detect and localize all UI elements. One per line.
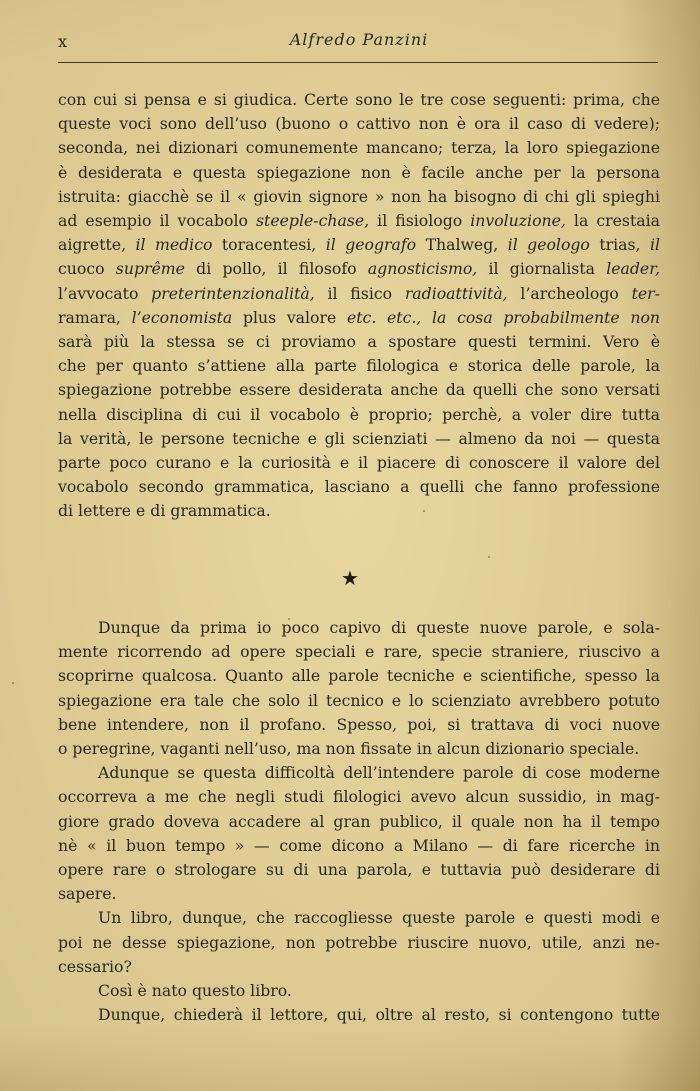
text-run: sapere. (58, 884, 117, 904)
paragraph-dunque (58, 616, 660, 1027)
text-line (58, 185, 660, 209)
paper-speck (488, 556, 490, 558)
text-run: il giornalista (477, 259, 607, 279)
text-run: aigrette, (58, 235, 127, 255)
text-run: cessario? (58, 956, 132, 976)
text-line (58, 354, 660, 378)
text-line (58, 882, 660, 906)
text-run: di pollo, il filosofo (184, 259, 368, 279)
text-run: cuoco (58, 259, 116, 279)
text-run: sarà più la stessa se ci proviamo a spostare questi termini. Vero è (58, 332, 660, 352)
italic-term: agnosticismo, (367, 259, 478, 279)
text-line (58, 475, 660, 499)
text-line (58, 499, 660, 523)
italic-term: preterintenzionalità, (151, 283, 315, 303)
italic-term: l’economista (120, 307, 243, 327)
section-ornament-star: ★ (341, 566, 359, 590)
text-run: mente ricorrendo ad opere speciali e rare, specie straniere, riuscivo a (58, 642, 660, 662)
page-number: x (58, 32, 69, 51)
text-line (58, 906, 660, 930)
italic-term: involuzione, (470, 211, 566, 231)
text-run: ad esempio il vocabolo (58, 211, 256, 231)
text-line (58, 88, 660, 112)
text-run: Thalweg, (425, 235, 499, 255)
paragraph-intro (58, 88, 660, 524)
text-run: che per quanto s’attiene alla parte filologica e storica delle parole, la (58, 356, 660, 376)
text-line (58, 451, 660, 475)
header-rule (58, 62, 658, 63)
text-run: occorreva a me che negli studi filologici avevo alcun sussidio, in mag- (58, 787, 660, 807)
text-line (58, 713, 660, 737)
text-line (58, 979, 660, 1003)
italic-term: steeple-chase, (256, 211, 370, 231)
text-line (58, 427, 660, 451)
text-run: trias, (599, 235, 641, 255)
text-run: toracentesi, (221, 235, 317, 255)
text-run: scoprirne qualcosa. Quanto alle parole tecniche e scientifiche, spesso la (58, 666, 660, 686)
text-run: la verità, le persone tecniche e gli scienziati — almeno da noi — questa (58, 428, 660, 448)
text-line (58, 834, 660, 858)
italic-term: il geografo (316, 235, 426, 255)
text-line (58, 858, 660, 882)
text-line (58, 233, 660, 257)
text-line (58, 737, 660, 761)
text-run: il fisico (314, 283, 405, 303)
text-line (58, 306, 660, 330)
text-run: bene intendere, non il profano. Spesso, poi, si trattava di voci nuove (58, 714, 660, 734)
text-run: vocabolo secondo grammatica, lasciano a quelli che fanno professione (58, 477, 660, 497)
paper-speck (12, 682, 14, 684)
text-line (58, 785, 660, 809)
text-line (58, 616, 660, 640)
text-line (58, 378, 660, 402)
text-run: ramara, (58, 307, 121, 327)
text-line (58, 112, 660, 136)
text-run: l’archeologo (507, 283, 632, 303)
italic-term: etc. etc., la cosa probabilmente non (336, 307, 661, 327)
text-line (58, 209, 660, 233)
text-run: la crestaia (565, 211, 660, 231)
italic-term: leader, (606, 259, 660, 279)
text-run: o peregrine, vaganti nell’uso, ma non fissate in alcun dizionario speciale. (58, 739, 640, 759)
text-line (58, 257, 660, 281)
italic-term: il medico (126, 235, 222, 255)
paper-speck (288, 618, 290, 620)
text-run: Così è nato questo libro. (98, 981, 292, 1001)
italic-term: il (640, 235, 660, 255)
text-run: nella disciplina di cui il vocabolo è proprio; perchè, a voler dire tutta (58, 404, 660, 424)
text-line (58, 689, 660, 713)
text-run: Dunque da prima io poco capivo di queste nuove parole, e sola- (98, 618, 660, 637)
italic-term: ter- (631, 283, 660, 303)
italic-term: il geologo (498, 235, 600, 255)
text-line (58, 330, 660, 354)
text-line (58, 761, 660, 785)
text-run: l’avvocato (58, 283, 152, 303)
running-head-author: Alfredo Panzini (289, 30, 429, 49)
text-run: plus valore (242, 307, 337, 327)
text-line (58, 282, 660, 306)
text-run: Un libro, dunque, che raccogliesse queste parole e questi modi e (98, 908, 660, 928)
paper-speck (423, 510, 425, 512)
text-run: spiegazione era tale che solo il tecnico e lo scienziato avrebbero potuto (58, 690, 660, 710)
text-line (58, 810, 660, 834)
text-run: Dunque, chiederà il lettore, qui, oltre al resto, si contengono tutte (98, 1005, 660, 1025)
text-run: opere rare o strologare su di una parola, e tuttavia può desiderare di (58, 860, 660, 880)
text-run: seconda, nei dizionari comunemente mancano; terza, la loro spiegazione (58, 138, 660, 158)
text-run: istruita: giacchè se il « giovin signore » non ha bisogno di chi gli spieghi (58, 186, 660, 206)
text-line (58, 955, 660, 979)
text-line (58, 136, 660, 160)
text-run: giore grado doveva accadere al gran publico, il quale non ha il tempo (58, 811, 660, 831)
text-line (58, 664, 660, 688)
text-line (58, 161, 660, 185)
text-line (58, 1003, 660, 1027)
text-run: di lettere e di grammatica. (58, 501, 271, 521)
text-run: è desiderata e questa spiegazione non è facile anche per la persona (58, 162, 660, 182)
text-run: poi ne desse spiegazione, non potrebbe riuscire nuovo, utile, anzi ne- (58, 932, 660, 952)
text-run: spiegazione potrebbe essere desiderata anche da quelli che sono versati (58, 380, 660, 400)
text-run: il fisiologo (369, 211, 471, 231)
text-run: nè « il buon tempo » — come dicono a Milano — di fare ricerche in (58, 835, 660, 855)
italic-term: radioattività, (404, 283, 508, 303)
text-run: queste voci sono dell’uso (buono o cattivo non è ora il caso di vedere); (58, 114, 660, 134)
text-line (58, 931, 660, 955)
running-head (58, 30, 660, 56)
text-run: Adunque se questa difficoltà dell’intendere parole di cose moderne (98, 763, 660, 783)
text-run: parte poco curano e la curiosità e il piacere di conoscere il valore del (58, 453, 660, 473)
italic-term: suprême (115, 259, 185, 279)
text-run: con cui si pensa e si giudica. Certe sono le tre cose seguenti: prima, che (58, 90, 660, 109)
text-line (58, 403, 660, 427)
text-line (58, 640, 660, 664)
